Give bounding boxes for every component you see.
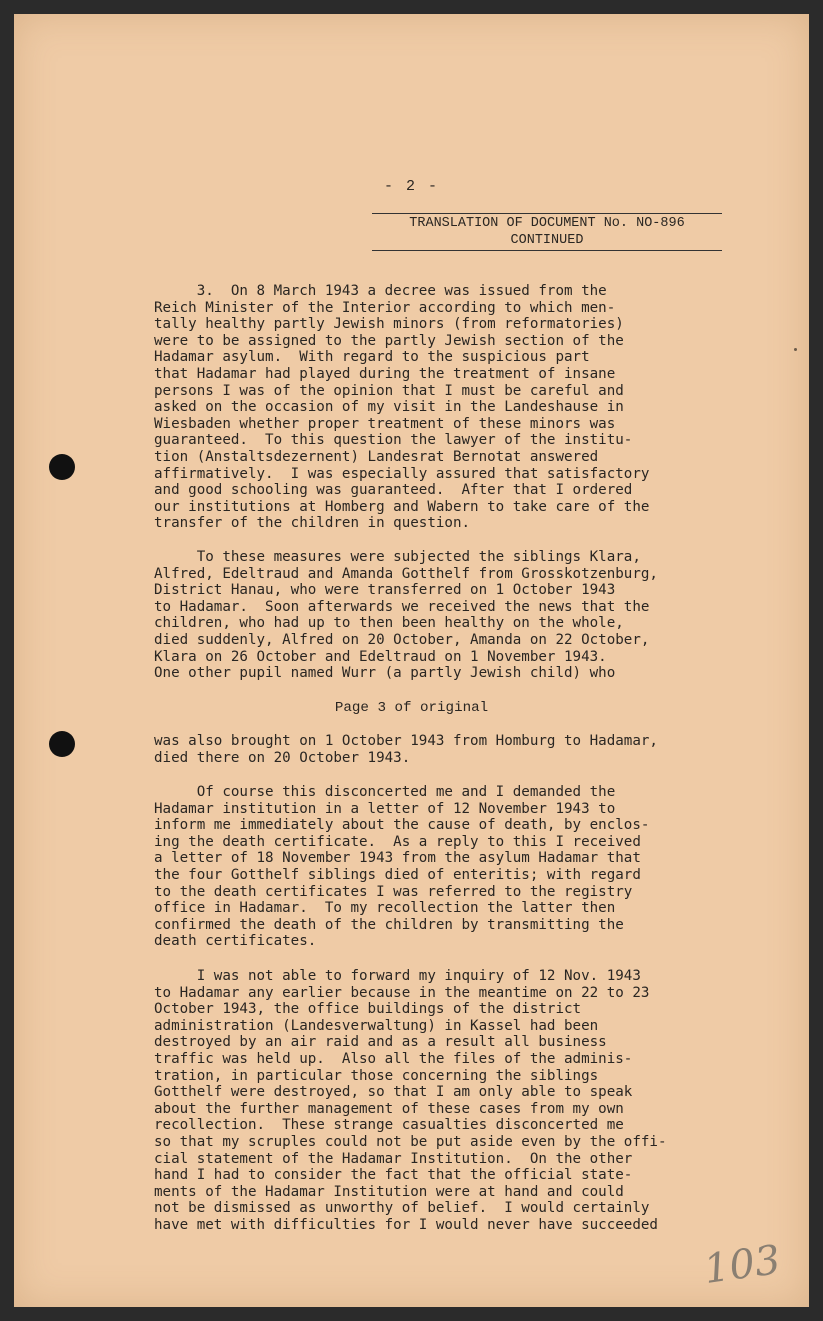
paper-speck [794,348,797,351]
punch-hole [49,731,75,757]
handwritten-folio-number: 103 [701,1236,784,1294]
document-heading [372,213,722,251]
paragraph-3: 3. On 8 March 1943 a decree was issued from the Reich Minister of the Interior according to which men- tally healthy partly Jewish minors (from reformatories) were to be assigned to the partly Jewish section of the Hadamar asylum. With regard to the suspicious part that Hadamar had played during the treatment of insane persons I was of the opinion that I must be careful and asked on the occasion of my visit in the Landeshause in Wiesbaden whether proper treatment of these minors was guaranteed. To this question the lawyer of the institu- tion (Anstaltsdezernent) Landesrat Bernotat answered affirmatively. I was especially assured that satisfactory and good schooling was guaranteed. After that I ordered our institutions at Homberg and Wabern to take care of the transfer of the children in question. [154,283,650,532]
page-number: - 2 - [383,178,439,195]
paragraph-inquiry: Of course this disconcerted me and I demanded the Hadamar institution in a letter of 12 November 1943 to inform me immediately about the cause of death, by enclos- ing the death certificate. As a reply to this I received a letter of 18 November 1943 from the asylum Hadamar that the four Gotthelf siblings died of enteritis; with regard to the death certificates I was referred to the registry office in Hadamar. To my recollection the latter then confirmed the death of the children by transmitting the death certificates. [154,784,650,950]
paragraph-siblings: To these measures were subjected the siblings Klara, Alfred, Edeltraud and Amanda Gotthelf from Grosskotzenburg, District Hanau, who were transferred on 1 October 1943 to Hadamar. Soon afterwards we received the news that the children, who had up to then been healthy on the whole, died suddenly, Alfred on 20 October, Amanda on 22 October, Klara on 26 October and Edeltraud on 1 November 1943. One other pupil named Wurr (a partly Jewish child) who [154,549,658,682]
paragraph-air-raid: I was not able to forward my inquiry of 12 Nov. 1943 to Hadamar any earlier because in the meantime on 22 to 23 October 1943, the office buildings of the district administration (Landesverwaltung) in Kassel had been destroyed by an air raid and as a result all business traffic was held up. Also all the files of the adminis- tration, in particular those concerning the siblings Gotthelf were destroyed, so that I am only able to speak about the further management of these cases from my own recollection. These strange casualties disconcerted me so that my scruples could not be put aside even by the offi- cial statement of the Hadamar Institution. On the other hand I had to consider the fact that the official state- ments of the Hadamar Institution were at hand and could not be dismissed as unworthy of belief. I would certainly have met with difficulties for I would never have succeeded [154,968,667,1233]
original-page-marker: Page 3 of original [334,700,489,716]
heading-title: TRANSLATION OF DOCUMENT No. NO-896 [409,216,685,231]
document-page [14,14,809,1307]
paragraph-wurr: was also brought on 1 October 1943 from Homburg to Hadamar, died there on 20 October 1943. [154,733,658,766]
heading-subtitle: CONTINUED [510,233,584,248]
punch-hole [49,454,75,480]
